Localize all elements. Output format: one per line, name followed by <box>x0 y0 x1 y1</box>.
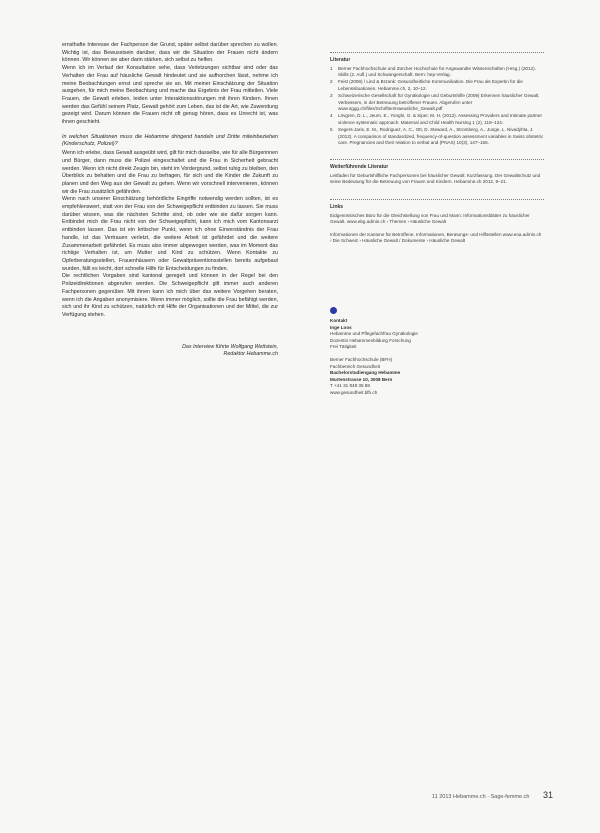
signature-line-1: Das Interview führte Wolfgang Wettstein, <box>182 343 278 350</box>
section-divider <box>330 52 544 53</box>
contact-org: Berner Fachhochschule (BFH) <box>330 356 393 362</box>
literature-item: 4 Lövgren, D. L., Jeurn, E., Yonghi, G. & Siper, M. H. (2012). Assessing Providers and Intimate partner violence systematic approach. Maternal and Child Health Nursing 1 (2), 118–124. <box>330 113 543 125</box>
contact-website[interactable]: www.gesundheit.bfh.ch <box>330 389 378 395</box>
contact-role: Hebamme und Pflegefachfrau Gynäkologie <box>330 331 418 337</box>
contact-block <box>330 318 544 397</box>
further-reading-text: Leitfaden für Geburtshilfliche Fachpersonen bei häuslicher Gewalt: Kurzfassung. Der Gewaltschutz und seine Bedeutung für die Betreuung von Frauen und Kindern. Hebamme.ch 2012, 9–21. <box>330 172 541 185</box>
contact-name: Inge Loos <box>330 324 352 330</box>
link-entry[interactable]: Eidgenössisches Büro für die Gleichstellung von Frau und Mann: Informationsblätter zu häuslicher Gewalt. www.ebg.admin.ch › Themen › Häusliche Gewalt <box>330 212 530 225</box>
literature-item: 2 Feist (2008) / Lind & Brzank: Gesundheitliche Kommunikation. Die Frau als Expertin für die Lebenssituationen. Hebamme.ch, 2, 10–12. <box>330 79 523 91</box>
literature-list <box>330 66 544 147</box>
contact-phone: T +41 31 848 35 88 <box>330 383 370 389</box>
paragraph: Wenn ich im Verlauf der Konsultation sehe, dass Verletzungen sichtbar sind oder das Verhalten der Frau auf häusliche Gewalt hindeutet und sie aufhorchen lässt, nehme ich meine Beobachtungen ernst und spreche sie an. Mit meiner Einschätzung der Situation ausgehen, für mich meine Beobachtung und mache das Ergebnis der Frau mitteilen. Viele Frauen, die Gewalt erleben, leiden unter Interaktionsstörungen mit ihren Kindern. Ihnen werden das Gefühl seinem Platz, Gewalt gehört zum Leben, das ist die Art, wie Zuwendung gezeigt wird. Darum können die Frauen nicht oft genug hören, dass es Unrecht ist, was ihnen geschieht. <box>62 65 278 126</box>
literature-item: 3 Schweizerische Gesellschaft für Gynäkologie und Geburtshilfe (2009) Erkennen häuslicher Gewalt. Verbessern, in der Betreuung betroffener Frauen. Abgerufen unter www.sggg.ch/files/Schriften/Haeusliche_Gewalt.pdf <box>330 92 540 112</box>
contact-title: Kontakt <box>330 317 348 323</box>
further-reading-title: Weiterführende Literatur <box>330 164 389 171</box>
signature-line-2: Redaktor Hebamme.ch <box>223 351 278 358</box>
sidebar-column <box>330 52 544 397</box>
literature-item: 1 Berner Fachhochschule und Zürcher Hochschule für Angewandte Wissenschaften (Hrsg.) (2012). Skills (2. Aufl.) und Schwangerschaft. Bern: hep-Verlag. <box>330 65 536 78</box>
links-title: Links <box>330 204 344 210</box>
page-footer <box>432 790 553 800</box>
contact-address: Murtenstrasse 10, 3008 Bern <box>330 376 393 382</box>
contact-role: Frei Tätigkeit <box>330 344 357 350</box>
contact-org: Bachelorstudiengang Hebamme <box>330 370 401 376</box>
literature-item: 5 Segers-Jaris, E. M., Rodriguez, A. C., Ott, D. Steward, A., Stromberg, A., Junge, L. Nivadyhta, J. (2012). A comparison of standardized, frequency-of-question assessment variables in Swiss obstetric care. Pregnancies and their relation to verbal and (PNAS) 10(3), 147–155. <box>330 126 544 146</box>
paragraph: Die rechtlichen Vorgaben sind kantonal geregelt und können in der Regel bei den Polizeidirektionen abgerufen werden. Die Schweigepflicht gilt immer auch anderen Fachpersonen gegenüber. Mit ihnen kann ich mich über das weitere Vorgehen beraten, wenn ich die Angaben anonymisiere. Wenn immer möglich, sollte die Frau befähigt werden, sich und ihr Kind zu schützen, natürlich mit Hilfe der Organisationen und der Mittel, die zur Verfügung stehen. <box>62 273 278 318</box>
interview-text-column <box>62 42 278 359</box>
blue-dot-icon <box>330 307 337 314</box>
literature-title: Literatur <box>330 57 351 63</box>
paragraph: ernsthafte Interesse der Fachperson der Grund, später selbst darüber sprechen zu wollen. Wichtig ist, das Bewusstsein darüber, dass wir die Situation der Frauen nicht ändern können. Wir können sie aber darin stärken, sich selbst zu helfen. <box>62 42 278 64</box>
interview-question: In welchen Situationen muss die Hebamme dringend handeln und Dritte miteinbeziehen (Kinderschutz, Polizei)? <box>62 133 278 148</box>
contact-org: Fachbereich Gesundheit <box>330 363 381 369</box>
paragraph: Wenn ich erlebe, dass Gewalt ausgeübt wird, gilt für mich dasselbe, wie für alle Bürgerinnen und Bürger, dann muss die Polizei eingeschaltet und die Frau in Sicherheit gebracht werden. Wenn ich nicht direkt Zeugin bin, steht im Vordergrund, selbst ruhig zu bleiben, den Überblick zu behalten und die Frau zu befragen, für sich und die Kinder die Zukunft zu planen und den Weg aus der Gewalt zu gehen. Wenn wir vorschnell intervenieren, können wir die Frau zusätzlich gefährden. <box>62 150 279 195</box>
paragraph: Wenn nach unserer Einschätzung behördliche Eingriffe notwendig werden sollten, ist es empfehlenswert, statt von der Frau von der Schweigepflicht entbinden zu lassen. Sie muss darüber wissen, was die nächsten Schritte sind, ob oder wie sie dafür sorgen kann. Entbindet mich die Frau nicht von der Schweigepflicht, kann ich mich vom Kantonsarzt entbinden lassen. Das ist ein kritischer Punkt, wenn ich ohne Einverständnis der Frau handle, ist das Vertrauen verletzt, die weitere Arbeit ist gefährdet und die weitere Zusammenarbeit gefährdet. Es muss also immer abgewogen werden, was im Moment das richtige Verhalten ist, um Mutter und Kind zu schützen. Wenn Kontakte zu Opferberatungsstellen, Frauenhäusern oder Gewaltpräventionsstellen bereits aufgebaut wurden, fällt es leicht, dort schnelle Hilfe für Entscheidungen zu finden. <box>62 196 278 272</box>
page-number: 31 <box>542 790 553 800</box>
section-divider <box>330 199 544 200</box>
footer-publication: 11 2013 Hebamme.ch · Sage-femme.ch <box>432 794 530 800</box>
interview-signature <box>62 344 278 359</box>
contact-role: Dozentin Hebammenbildung Forschung <box>330 337 411 343</box>
section-divider <box>330 159 544 160</box>
link-entry[interactable]: Informationen der Kantone für Betroffene, Informationen, Beratungs- und Hilfsstellen www.eoa.admin.ch › Die Schweiz › Häusliche Gewalt / Dokumente › Häusliche Gewalt <box>330 231 542 244</box>
